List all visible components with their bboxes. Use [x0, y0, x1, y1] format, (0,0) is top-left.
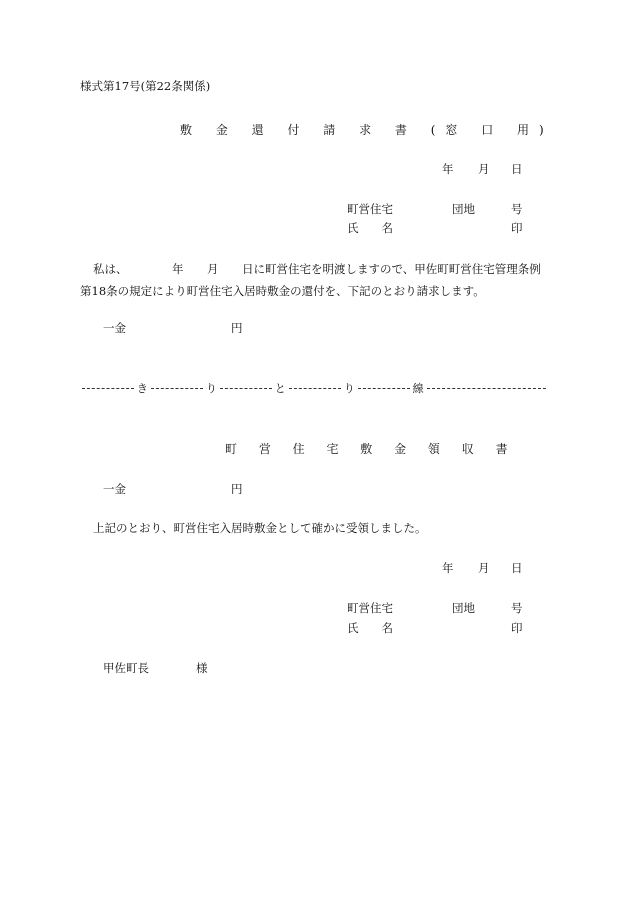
cut-line-dash — [82, 388, 134, 389]
request-seal-label: 印 — [511, 221, 523, 235]
cut-line-char: り — [343, 382, 355, 395]
request-body-month: 月 — [207, 262, 219, 276]
request-amount-unit: 円 — [231, 321, 243, 335]
receipt-body: 上記のとおり、町営住宅入居時敷金として確かに受領しました。 — [93, 521, 427, 535]
request-body-year: 年 — [172, 262, 184, 276]
request-date-month: 月 — [478, 162, 490, 176]
cut-line-dash — [151, 388, 203, 389]
cut-line-char: り — [205, 382, 217, 395]
request-amount-prefix: 一金 — [103, 321, 126, 335]
cut-line-char: き — [136, 382, 148, 395]
receipt-date-day: 日 — [511, 561, 523, 575]
receipt-number-label: 号 — [511, 601, 523, 615]
receipt-date-year: 年 — [442, 561, 454, 575]
receipt-seal-label: 印 — [511, 621, 523, 635]
request-body-line2: 第18条の規定により町営住宅入居時敷金の還付を、下記のとおり請求します。 — [80, 284, 485, 298]
cut-line-char: 線 — [412, 382, 424, 395]
receipt-amount-unit: 円 — [231, 482, 243, 496]
cut-line-dash — [427, 388, 546, 389]
cut-line — [80, 380, 548, 396]
request-address-label: 町営住宅 — [347, 202, 393, 216]
receipt-amount-prefix: 一金 — [103, 482, 126, 496]
receipt-name-label: 氏 名 — [347, 621, 393, 635]
request-body-intro: 私は、 — [93, 262, 128, 276]
receipt-honorific: 様 — [196, 661, 208, 675]
receipt-title: 町 営 住 宅 敷 金 領 収 書 — [225, 442, 517, 456]
cut-line-dash — [289, 388, 341, 389]
receipt-address-label: 町営住宅 — [347, 601, 393, 615]
receipt-danchi-label: 団地 — [452, 601, 475, 615]
request-number-label: 号 — [511, 202, 523, 216]
request-body-line1: 日に町営住宅を明渡しますので、甲佐町町営住宅管理条例 — [242, 262, 541, 276]
cut-line-dash — [220, 388, 272, 389]
receipt-date-month: 月 — [478, 561, 490, 575]
form-number: 様式第17号(第22条関係) — [80, 79, 211, 93]
request-title: 敷 金 還 付 請 求 書 (窓 口 用) — [180, 123, 554, 137]
cut-line-dash — [358, 388, 410, 389]
cut-line-char: と — [274, 382, 286, 395]
request-date-day: 日 — [511, 162, 523, 176]
request-name-label: 氏 名 — [347, 221, 393, 235]
receipt-addressee: 甲佐町長 — [103, 661, 149, 675]
request-danchi-label: 団地 — [452, 202, 475, 216]
request-date-year: 年 — [442, 162, 454, 176]
